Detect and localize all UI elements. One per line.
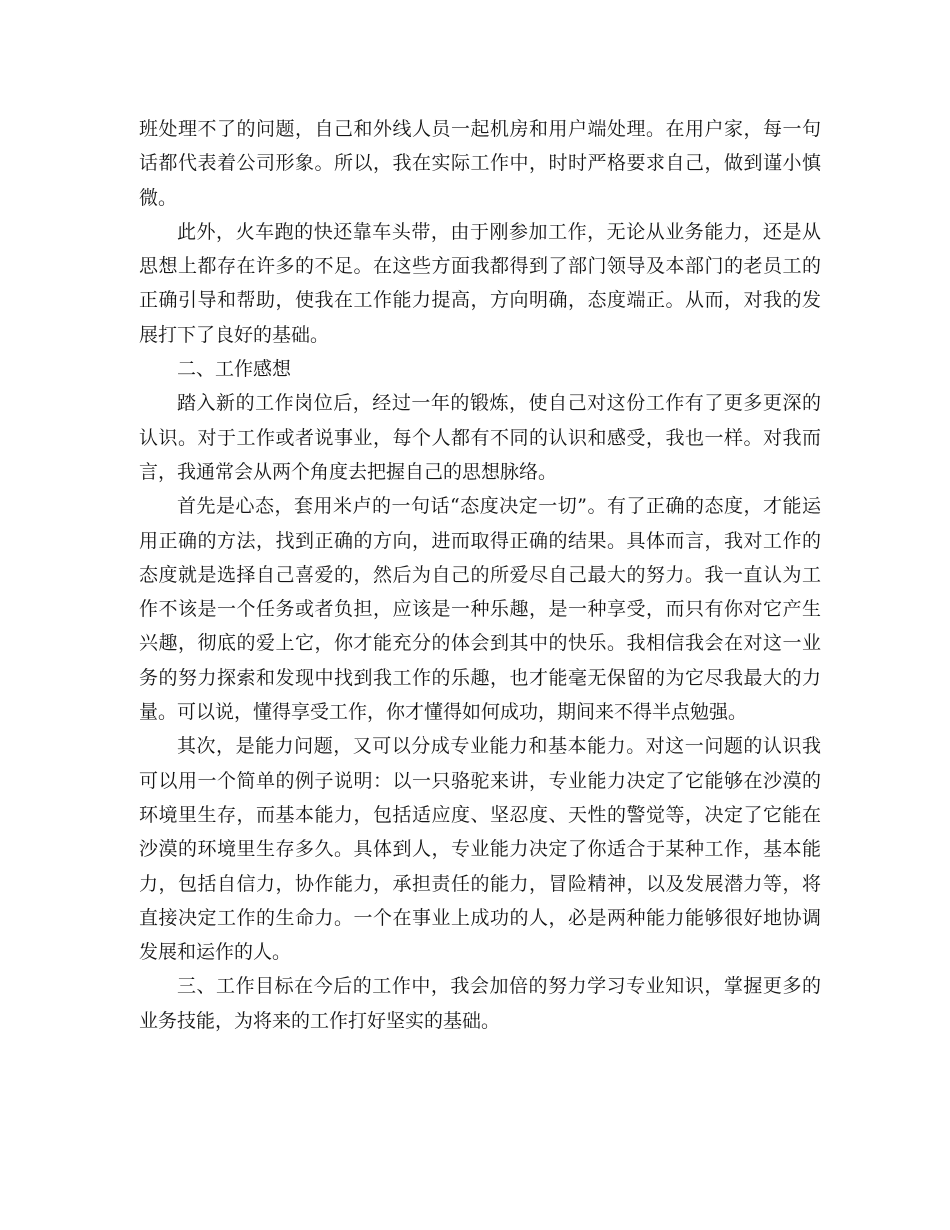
paragraph-new-position: 踏入新的工作岗位后，经过一年的锻炼，使自己对这份工作有了更多更深的认识。对于工作或者说事业，每个人都有不同的认识和感受，我也一样。对我而言，我通常会从两个角度去把握自己的思想脉络。 [139,392,821,483]
paragraph-continuation: 班处理不了的问题，自己和外线人员一起机房和用户端处理。在用户家，每一句话都代表着公司形象。所以，我在实际工作中，时时严格要求自己，做到谨小慎微。 [139,118,821,209]
paragraph-guidance: 此外，火车跑的快还靠车头带，由于刚参加工作，无论从业务能力，还是从思想上都存在许多的不足。在这些方面我都得到了部门领导及本部门的老员工的正确引导和帮助，使我在工作能力提高，方向明确，态度端正。从而，对我的发展打下了良好的基础。 [139,220,821,346]
paragraph-ability: 其次，是能力问题，又可以分成专业能力和基本能力。对这一问题的认识我可以用一个简单的例子说明：以一只骆驼来讲，专业能力决定了它能够在沙漠的环境里生存，而基本能力，包括适应度、坚忍度、天性的警觉等，决定了它能在沙漠的环境里生存多久。具体到人，专业能力决定了你适合于某种工作，基本能力，包括自信力，协作能力，承担责任的能力，冒险精神，以及发展潜力等，将直接决定工作的生命力。一个在事业上成功的人，必是两种能力能够很好地协调发展和运作的人。 [139,735,821,964]
paragraph-work-goals: 三、工作目标在今后的工作中，我会加倍的努力学习专业知识，掌握更多的业务技能，为将来的工作打好坚实的基础。 [139,975,821,1032]
document-body [139,112,821,1038]
section-heading-work-reflections: 二、工作感想 [177,358,292,381]
paragraph-attitude: 首先是心态，套用米卢的一句话“态度决定一切”。有了正确的态度，才能运用正确的方法，找到正确的方向，进而取得正确的结果。具体而言，我对工作的态度就是选择自己喜爱的，然后为自己的所爱尽自己最大的努力。我一直认为工作不该是一个任务或者负担，应该是一种乐趣，是一种享受，而只有你对它产生兴趣，彻底的爱上它，你才能充分的体会到其中的快乐。我相信我会在对这一业务的努力探索和发现中找到我工作的乐趣，也才能毫无保留的为它尽我最大的力量。可以说，懂得享受工作，你才懂得如何成功，期间来不得半点勉强。 [139,495,821,724]
